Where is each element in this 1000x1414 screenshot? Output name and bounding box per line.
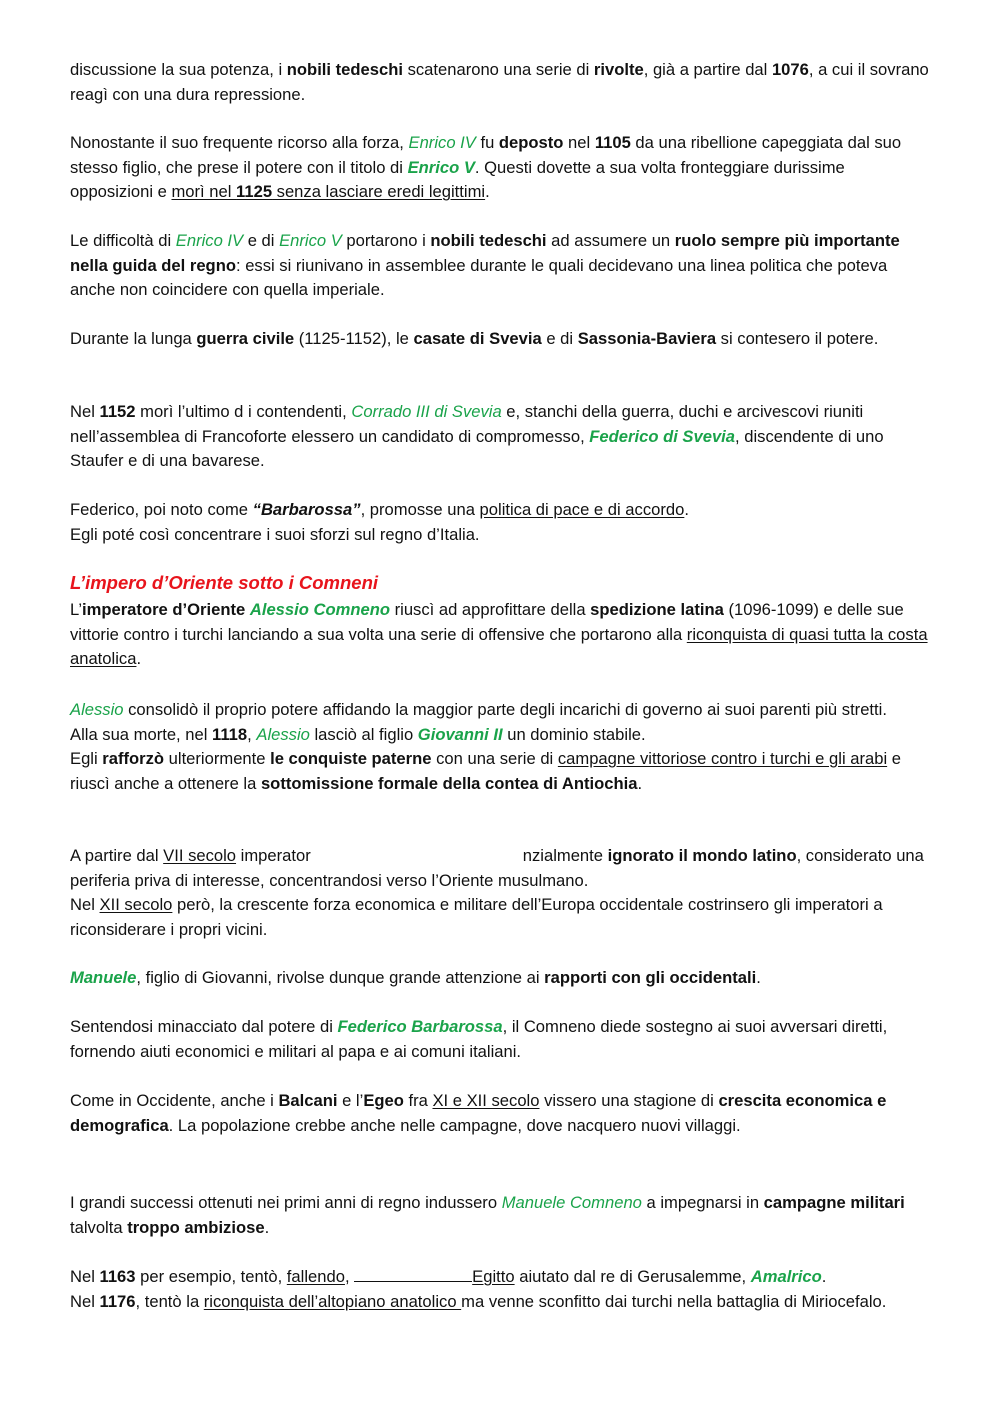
text: vissero una stagione di xyxy=(539,1091,719,1110)
bold-text: Sassonia-Baviera xyxy=(577,329,717,348)
underlined-text: Egitto xyxy=(472,1267,515,1286)
bold-text: campagne militari xyxy=(763,1193,905,1212)
text: discussione la sua potenza, i xyxy=(70,60,287,79)
text: Nel xyxy=(70,895,100,914)
text: con una serie di xyxy=(431,749,558,768)
text: ad assumere un xyxy=(546,231,675,250)
text: morì l’ultimo d xyxy=(135,402,244,421)
paragraph-egitto-miriocefalo xyxy=(70,1265,932,1314)
person-name: Enrico IV xyxy=(175,231,244,250)
text: Durante la lunga xyxy=(70,329,197,348)
paragraph-barbarossa xyxy=(70,498,932,547)
text: Sentendosi minacciato dal potere di xyxy=(70,1017,338,1036)
text: Nel xyxy=(70,402,100,421)
text: e di xyxy=(243,231,280,250)
text: morì nel xyxy=(171,182,237,201)
text: fra xyxy=(403,1091,433,1110)
bold-text: 1176 xyxy=(99,1291,136,1311)
text: Egli poté così concentrare i suoi sforzi sul regno xyxy=(70,524,423,544)
text: Nonostante il suo frequente ricorso alla forza, xyxy=(70,133,409,152)
text: però, la crescente forza economica e militare dell’Europa occidentale costrinsero gli imperatori a riconsiderare i propri vicini. xyxy=(70,895,883,939)
text: ma venne sconfitto dai turchi nella battaglia di Miriocefalo. xyxy=(461,1291,887,1311)
text: , promosse una xyxy=(360,500,480,519)
paragraph-rivolte xyxy=(70,58,932,107)
text: nzialmente xyxy=(522,846,608,865)
text: consolidò il proprio potere affidando la maggior parte degli incarichi di governo ai suoi parenti più stretti. xyxy=(123,700,887,719)
bold-text: spedizione latina xyxy=(590,600,724,619)
bold-text: nobili tedeschi xyxy=(286,60,403,79)
text: senza lasciare eredi legittimi xyxy=(272,182,486,201)
bold-text: sottomissione formale della contea di Antiochia xyxy=(260,773,638,793)
bold-text: rapporti con gli occidentali xyxy=(544,968,757,987)
text: imperator xyxy=(236,846,311,865)
text: Le difficoltà di xyxy=(70,231,176,250)
text: aiutato dal re di Gerusalemme, xyxy=(514,1267,751,1286)
text: I grandi successi ottenuti nei primi anni di regno indussero xyxy=(70,1193,502,1212)
text: , figlio di Giovanni, rivolse dunque grande attenzione ai xyxy=(136,968,545,987)
paragraph-campagne-militari xyxy=(70,1191,932,1240)
underlined-text: XI e XII secolo xyxy=(432,1091,540,1110)
person-name: Manuele Comneno xyxy=(501,1193,642,1212)
text: , xyxy=(344,1267,355,1286)
paragraph-manuele xyxy=(70,966,932,991)
paragraph-nobili-tedeschi xyxy=(70,229,932,303)
bold-text: deposto xyxy=(498,133,564,152)
bold-text: 1118 xyxy=(212,724,248,744)
text: , a cui il sovrano reagì con una dura repressione. xyxy=(70,60,929,104)
text: scatenarono una serie di xyxy=(402,60,594,79)
person-name: Alessio xyxy=(256,724,310,744)
text: Egli xyxy=(70,749,103,768)
text: Come in Occidente, anche i xyxy=(70,1091,279,1110)
text: , già a partire dal xyxy=(643,60,772,79)
text: . xyxy=(684,500,689,519)
paragraph-mondo-latino xyxy=(70,844,932,942)
person-name: Enrico V xyxy=(279,231,342,250)
text: portarono i xyxy=(341,231,431,250)
underlined-text: campagne vittoriose contro i turchi e gli arabi xyxy=(557,749,888,768)
underlined-text: riconquista di quasi tutta la costa anatolica xyxy=(70,624,928,668)
text: (1125-1152), le xyxy=(294,329,414,348)
bold-text: Balcani xyxy=(278,1091,338,1110)
person-name: Giovanni II xyxy=(417,724,503,744)
text: , discendente di uno Staufer e di una bavarese. xyxy=(70,426,884,470)
text: e l’ xyxy=(337,1091,364,1110)
text: talvolta xyxy=(70,1217,128,1237)
person-name: Federico di Svevia xyxy=(589,426,736,446)
paragraph-enrico-iv xyxy=(70,131,932,205)
bold-text: guerra civile xyxy=(196,329,295,348)
person-name: Corrado III di Svevia xyxy=(351,402,502,421)
underlined-text: XII secolo xyxy=(99,895,173,914)
bold-text: rivolte xyxy=(593,60,644,79)
text: da una ribellione capeggiata dal suo stesso figlio, che prese il potere con il titolo di xyxy=(70,133,902,177)
text: e di xyxy=(541,329,578,348)
paragraph-giovanni-ii xyxy=(70,698,932,796)
text: Federico, poi noto come xyxy=(70,500,253,519)
bold-text: Egeo xyxy=(363,1091,404,1110)
bold-text: 1163 xyxy=(99,1267,136,1286)
person-name: Federico Barbarossa xyxy=(337,1017,503,1036)
person-name: Manuele xyxy=(70,968,137,987)
paragraph-guerra-civile xyxy=(70,327,932,352)
text: A partire dal xyxy=(70,846,164,865)
person-name: Enrico V xyxy=(407,157,475,177)
text: , xyxy=(247,724,257,744)
text: Alla sua morte, nel xyxy=(70,724,213,744)
person-name: Amalrico xyxy=(750,1267,822,1286)
bold-text: nobili tedeschi xyxy=(430,231,547,250)
bold-text: 1125 xyxy=(236,182,273,201)
paragraph-sostegno xyxy=(70,1015,932,1064)
text: e riuscì anche a ottenere la xyxy=(70,749,901,793)
text: . xyxy=(485,182,490,201)
text: . xyxy=(756,968,761,987)
paragraph-balcani-egeo xyxy=(70,1089,932,1138)
text: . xyxy=(821,1267,827,1286)
text: , tentò la xyxy=(135,1291,204,1311)
text: ulteriormente xyxy=(164,749,271,768)
text: d’Italia. xyxy=(422,524,480,544)
underlined-text: riconquista dell’altopiano anatolico xyxy=(203,1291,462,1311)
bold-text: crescita economica e demografica xyxy=(70,1091,887,1135)
underline-blank xyxy=(354,1267,472,1282)
section-heading: L’impero d’Oriente sotto i Comneni xyxy=(70,572,379,593)
bold-text: casate di Svevia xyxy=(413,329,542,348)
bold-text: imperatore d’Oriente xyxy=(82,600,246,619)
text: fu xyxy=(475,133,499,152)
text: : essi si riunivano in assemblee durante le quali decidevano una linea politica che poteva anche non coincidere con quella imperiale. xyxy=(70,255,888,299)
bold-text: “Barbarossa” xyxy=(252,500,361,519)
underlined-text: politica di pace e di accordo xyxy=(479,500,685,519)
text: un dominio stabile. xyxy=(502,724,646,744)
text: si contesero il potere. xyxy=(716,329,879,348)
person-name: Alessio xyxy=(70,700,124,719)
text: per esempio, tentò, xyxy=(135,1267,287,1286)
underlined-text xyxy=(171,182,485,201)
text: . Questi dovette a sua volta fronteggiare durissime opposizioni e xyxy=(70,157,845,201)
bold-text: rafforzò xyxy=(102,749,165,768)
bold-text: 1076 xyxy=(771,60,809,79)
text: lasciò al figlio xyxy=(309,724,418,744)
text: . xyxy=(637,773,643,793)
bold-text: troppo ambiziose xyxy=(127,1217,265,1237)
text: riuscì ad approfittare della xyxy=(390,600,591,619)
paragraph-federico-elezione xyxy=(70,400,932,474)
text: a impegnarsi in xyxy=(641,1193,764,1212)
text: e, stanchi della guerra, duchi e arcivescovi riuniti nell’assemblea di Francoforte elessero un candidato di compromesso, xyxy=(70,402,864,446)
text: . La popolazione crebbe anche nelle campagne, dove nacquero nuovi villaggi. xyxy=(168,1115,741,1135)
text: Nel xyxy=(70,1267,100,1286)
bold-text: 1105 xyxy=(594,133,631,152)
text: , considerato una periferia priva di interesse, concentrandosi verso l’Oriente musulmano. xyxy=(70,846,924,890)
text: L’ xyxy=(70,600,82,619)
text: (1096-1099) e delle sue vittorie contro i turchi lanciando a sua volta una serie di offensive che portarono alla xyxy=(70,600,904,644)
bold-text: ruolo sempre più importante nella guida del regno xyxy=(70,231,900,275)
underlined-text: fallendo xyxy=(286,1267,345,1286)
text: nel xyxy=(563,133,595,152)
bold-text: ignorato il mondo latino xyxy=(607,846,797,865)
paragraph-alessio-comneno xyxy=(70,598,932,672)
bold-text: le conquiste paterne xyxy=(270,749,432,768)
text: i contendenti, xyxy=(243,402,352,421)
text: Nel xyxy=(70,1291,100,1311)
text: . xyxy=(136,649,142,668)
person-name: Enrico IV xyxy=(408,133,476,152)
person-name: Alessio Comneno xyxy=(249,600,390,619)
text: . xyxy=(264,1217,270,1237)
underlined-text: VII secolo xyxy=(163,846,237,865)
bold-text: 1152 xyxy=(99,402,136,421)
text: , il Comneno diede sostegno ai suoi avversari diretti, fornendo aiuti economici e militari al papa e ai comuni italiani. xyxy=(70,1017,888,1061)
